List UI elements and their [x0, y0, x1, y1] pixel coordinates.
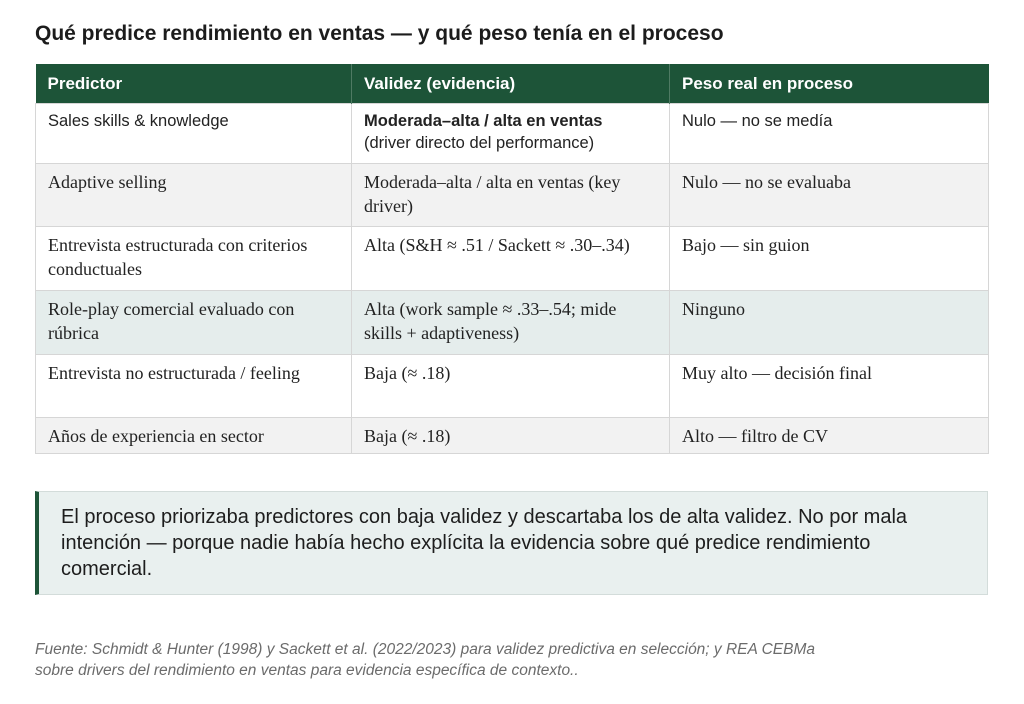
table-header-row [36, 64, 989, 104]
cell-weight: Nulo — no se medía [670, 104, 989, 164]
table-row [36, 164, 989, 227]
cell-validity: Baja (≈ .18) [352, 355, 670, 418]
table-row [36, 227, 989, 291]
cell-validity: Alta (work sample ≈ .33–.54; mide skills + adaptiveness) [352, 291, 670, 355]
cell-validity-bold: Moderada–alta / alta en ventas [364, 112, 603, 130]
cell-weight: Nulo — no se evaluaba [670, 164, 989, 227]
source-line-2: sobre drivers del rendimiento en ventas para evidencia específica de contexto.. [35, 662, 579, 679]
table-row [36, 418, 989, 454]
source-line-1: Fuente: Schmidt & Hunter (1998) y Sackett et al. (2022/2023) para validez predictiva en selección; y REA CEBMa [35, 641, 815, 658]
cell-weight: Alto — filtro de CV [670, 418, 989, 454]
page-title: Qué predice rendimiento en ventas — y qué peso tenía en el proceso [35, 22, 724, 45]
cell-predictor: Role-play comercial evaluado con rúbrica [36, 291, 352, 355]
cell-validity: Baja (≈ .18) [352, 418, 670, 454]
predictor-table [35, 64, 989, 454]
cell-weight: Muy alto — decisión final [670, 355, 989, 418]
column-header-weight: Peso real en proceso [670, 64, 989, 104]
cell-validity: Alta (S&H ≈ .51 / Sackett ≈ .30–.34) [352, 227, 670, 291]
cell-predictor: Adaptive selling [36, 164, 352, 227]
cell-validity: Moderada–alta / alta en ventas (key driver) [352, 164, 670, 227]
cell-predictor: Entrevista estructurada con criterios conductuales [36, 227, 352, 291]
table-row [36, 104, 989, 164]
cell-validity-note: (driver directo del performance) [364, 134, 595, 152]
column-header-validity: Validez (evidencia) [352, 64, 670, 104]
table-row [36, 291, 989, 355]
cell-predictor: Sales skills & knowledge [36, 104, 352, 164]
cell-predictor: Años de experiencia en sector [36, 418, 352, 454]
cell-weight: Ninguno [670, 291, 989, 355]
cell-validity [352, 104, 670, 164]
table-row [36, 355, 989, 418]
cell-weight: Bajo — sin guion [670, 227, 989, 291]
source-note [35, 639, 995, 681]
column-header-predictor: Predictor [36, 64, 352, 104]
conclusion-callout: El proceso priorizaba predictores con baja validez y descartaba los de alta validez. No por mala intención — porque nadie había hecho explícita la evidencia sobre qué predice rendimiento comercial. [35, 491, 988, 595]
cell-predictor: Entrevista no estructurada / feeling [36, 355, 352, 418]
